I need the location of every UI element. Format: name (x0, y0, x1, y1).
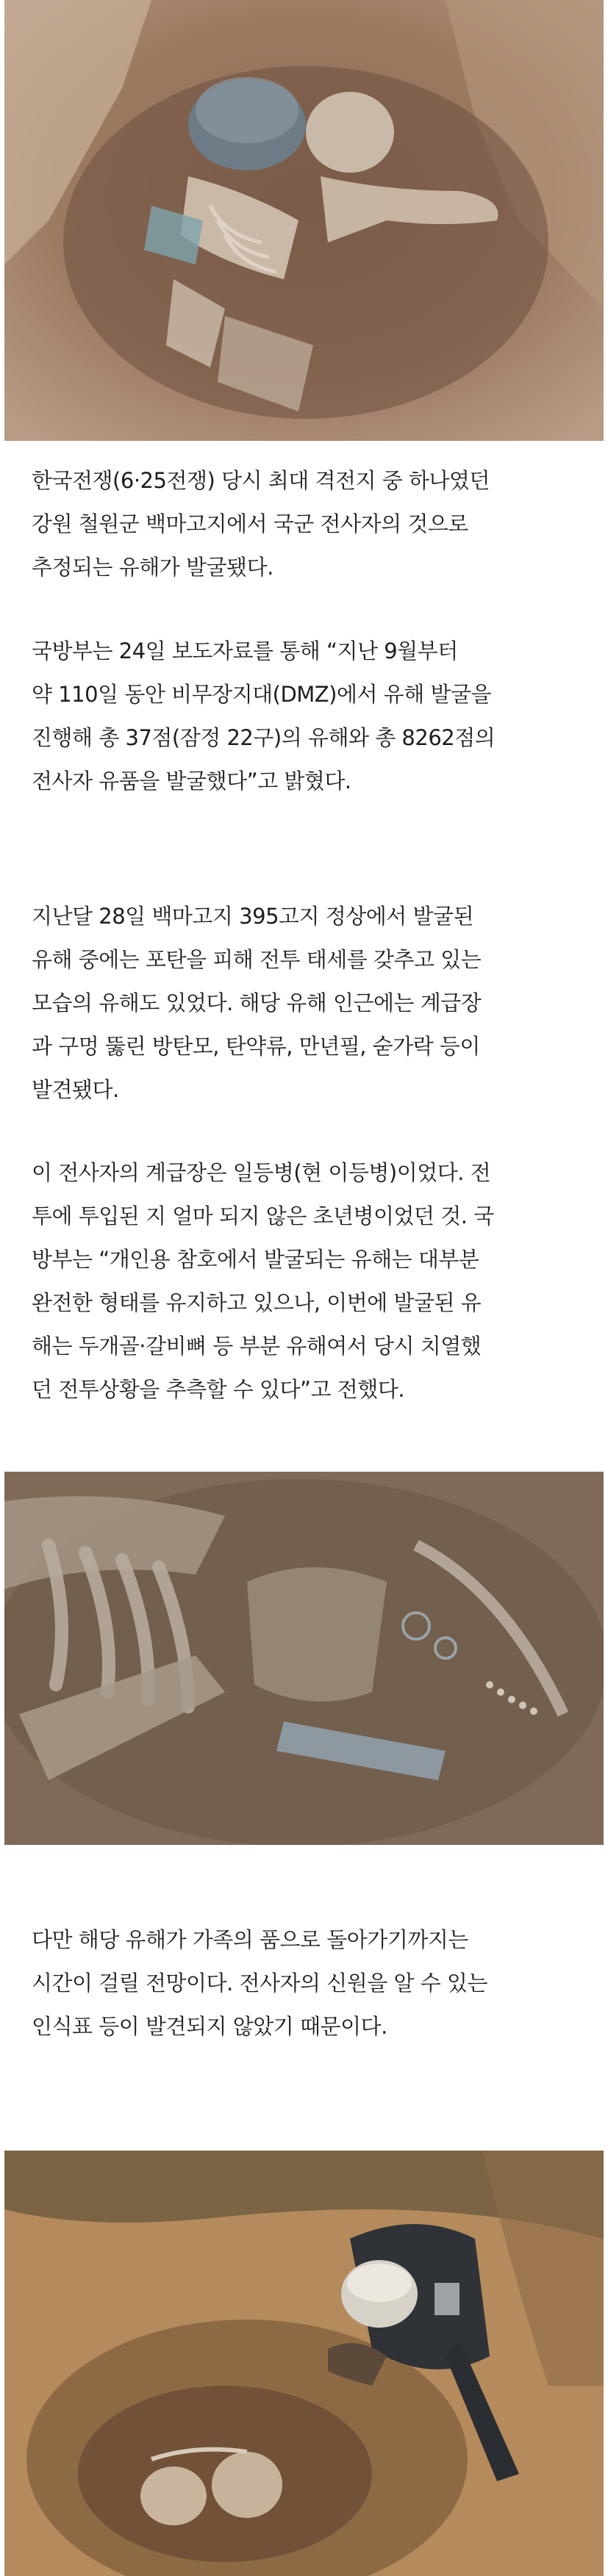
text-line: 이 전사자의 계급장은 일등병(현 이등병)이었다. 전 (32, 1160, 491, 1185)
text-line: 다만 해당 유해가 가족의 품으로 돌아가기까지는 (32, 1927, 468, 1952)
photo-remains-in-trench (4, 0, 604, 441)
text-line: 완전한 형태를 유지하고 있으나, 이번에 발굴된 유 (32, 1290, 482, 1315)
article-paragraph-5 (32, 1918, 579, 2048)
article-paragraph-4 (32, 1151, 579, 1411)
text-line: 해는 두개골·갈비뼈 등 부분 유해여서 당시 치열했 (32, 1334, 482, 1359)
photo-investigator-at-pit (4, 2151, 604, 2576)
text-line: 한국전쟁(6·25전쟁) 당시 최대 격전지 중 하나였던 (32, 468, 490, 493)
text-line: 발견됐다. (32, 1077, 119, 1102)
text-line: 투에 투입된 지 얼마 되지 않은 초년병이었던 것. 국 (32, 1204, 494, 1228)
photo-ribs-and-artifacts (4, 1472, 604, 1845)
text-line: 약 110일 동안 비무장지대(DMZ)에서 유해 발굴을 (32, 682, 492, 707)
text-line: 과 구멍 뚫린 방탄모, 탄약류, 만년필, 숟가락 등이 (32, 1034, 480, 1059)
text-line: 유해 중에는 포탄을 피해 전투 태세를 갖추고 있는 (32, 947, 482, 972)
text-line: 지난달 28일 백마고지 395고지 정상에서 발굴된 (32, 904, 474, 929)
text-line: 진행해 총 37점(잠정 22구)의 유해와 총 8262점의 (32, 725, 496, 750)
excavation-photo-1-icon (4, 0, 604, 441)
text-line: 모습의 유해도 있었다. 해당 유해 인근에는 계급장 (32, 990, 482, 1015)
excavation-photo-2-icon (4, 1472, 604, 1845)
text-line: 추정되는 유해가 발굴됐다. (32, 555, 273, 580)
text-line: 국방부는 24일 보도자료를 통해 “지난 9월부터 (32, 638, 458, 663)
excavation-photo-3-icon (4, 2151, 604, 2576)
text-line: 던 전투상황을 추측할 수 있다”고 전했다. (32, 1377, 405, 1402)
article-paragraph-1 (32, 459, 579, 589)
text-line: 방부는 “개인용 참호에서 발굴되는 유해는 대부분 (32, 1247, 479, 1272)
text-line: 전사자 유품을 발굴했다”고 밝혔다. (32, 769, 351, 794)
article-paragraph-3 (32, 895, 579, 1112)
text-line: 인식표 등이 발견되지 않았기 때문이다. (32, 2014, 387, 2039)
text-line: 강원 철원군 백마고지에서 국군 전사자의 것으로 (32, 511, 468, 536)
text-line: 시간이 걸릴 전망이다. 전사자의 신원을 알 수 있는 (32, 1971, 488, 1996)
article-paragraph-2 (32, 630, 579, 803)
